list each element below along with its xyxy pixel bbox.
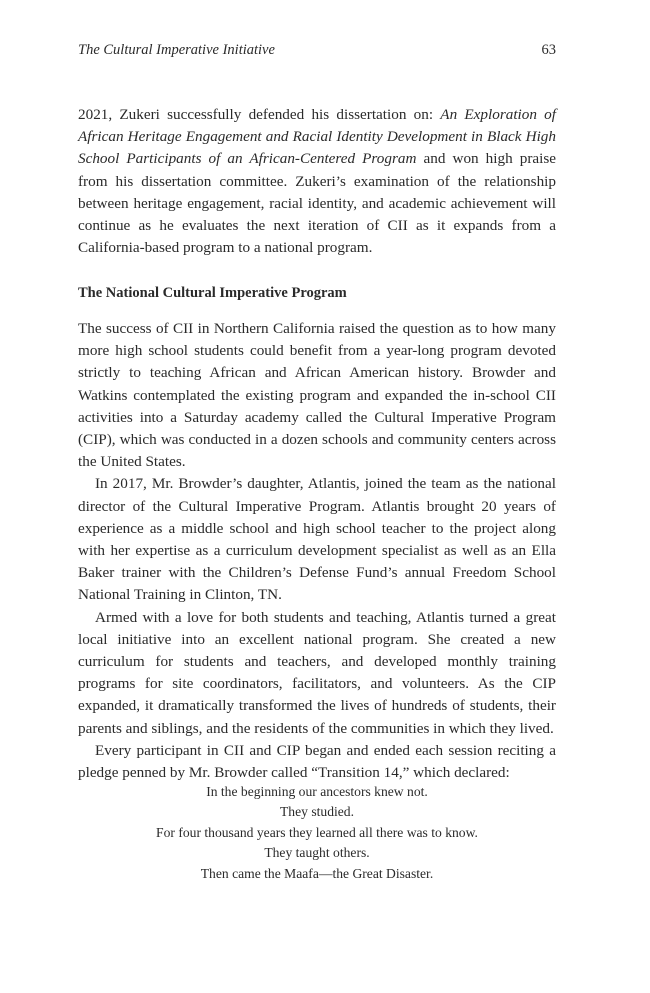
- dissertation-title: An Exploration of African Heritage Engagement and Racial Identity Development in Black High School Participants of an African-Centered Program: [78, 106, 556, 168]
- pledge-line: Then came the Maafa—the Great Disaster.: [200, 865, 434, 881]
- section-paragraph-2: In 2017, Mr. Browder’s daughter, Atlantis, joined the team as the national director of the Cultural Imperative Program. Atlantis brought 20 years of experience as a middle school and high school teacher to the project along with her expertise as a curriculum development specialist as well as an Ella Baker trainer with the Children’s Defense Fund’s annual Freedom School National Training in Clinton, TN.: [78, 475, 556, 604]
- intro-paragraph: [78, 104, 556, 259]
- intro-paragraph-block: [78, 104, 556, 259]
- page-number: 63: [541, 42, 556, 58]
- section-paragraph-1: The success of CII in Northern California raised the question as to how many more high school students could benefit from a year-long program devoted strictly to teaching African and African American history. Browder and Watkins contemplated the existing program and expanded the in-school CII activities into a Saturday academy called the Cultural Imperative Program (CIP), which was conducted in a dozen schools and community centers across the United States.: [78, 320, 556, 471]
- pledge-line: They studied.: [280, 804, 354, 820]
- running-head: [78, 40, 556, 60]
- intro-lead: 2021, Zukeri successfully defended his dissertation on:: [78, 106, 441, 123]
- intro-rest: and won high praise from his dissertation committee. Zukeri’s examination of the relationship between heritage engagement, racial identity, and academic achievement will continue as he evaluates the next iteration of CII as it expands from a California-based program to a national program.: [78, 150, 557, 257]
- pledge-verse: [78, 782, 556, 884]
- pledge-line: In the beginning our ancestors knew not.: [206, 784, 428, 799]
- running-title: The Cultural Imperative Initiative: [78, 42, 275, 58]
- section-paragraph-4: Every participant in CII and CIP began and ended each session reciting a pledge penned by Mr. Browder called “Transition 14,” which declared:: [78, 741, 556, 782]
- section-heading: The National Cultural Imperative Program: [78, 285, 347, 301]
- pledge-line: For four thousand years they learned all there was to know.: [156, 824, 478, 840]
- section-paragraph-3: Armed with a love for both students and teaching, Atlantis turned a great local initiative into an excellent national program. She created a new curriculum for students and teachers, and developed monthly training programs for site coordinators, facilitators, and volunteers. As the CIP expanded, it dramatically transformed the lives of hundreds of students, their parents and siblings, and the residents of the communities in which they lived.: [78, 608, 556, 737]
- section-body: [78, 318, 556, 784]
- pledge-line: They taught others.: [264, 845, 370, 861]
